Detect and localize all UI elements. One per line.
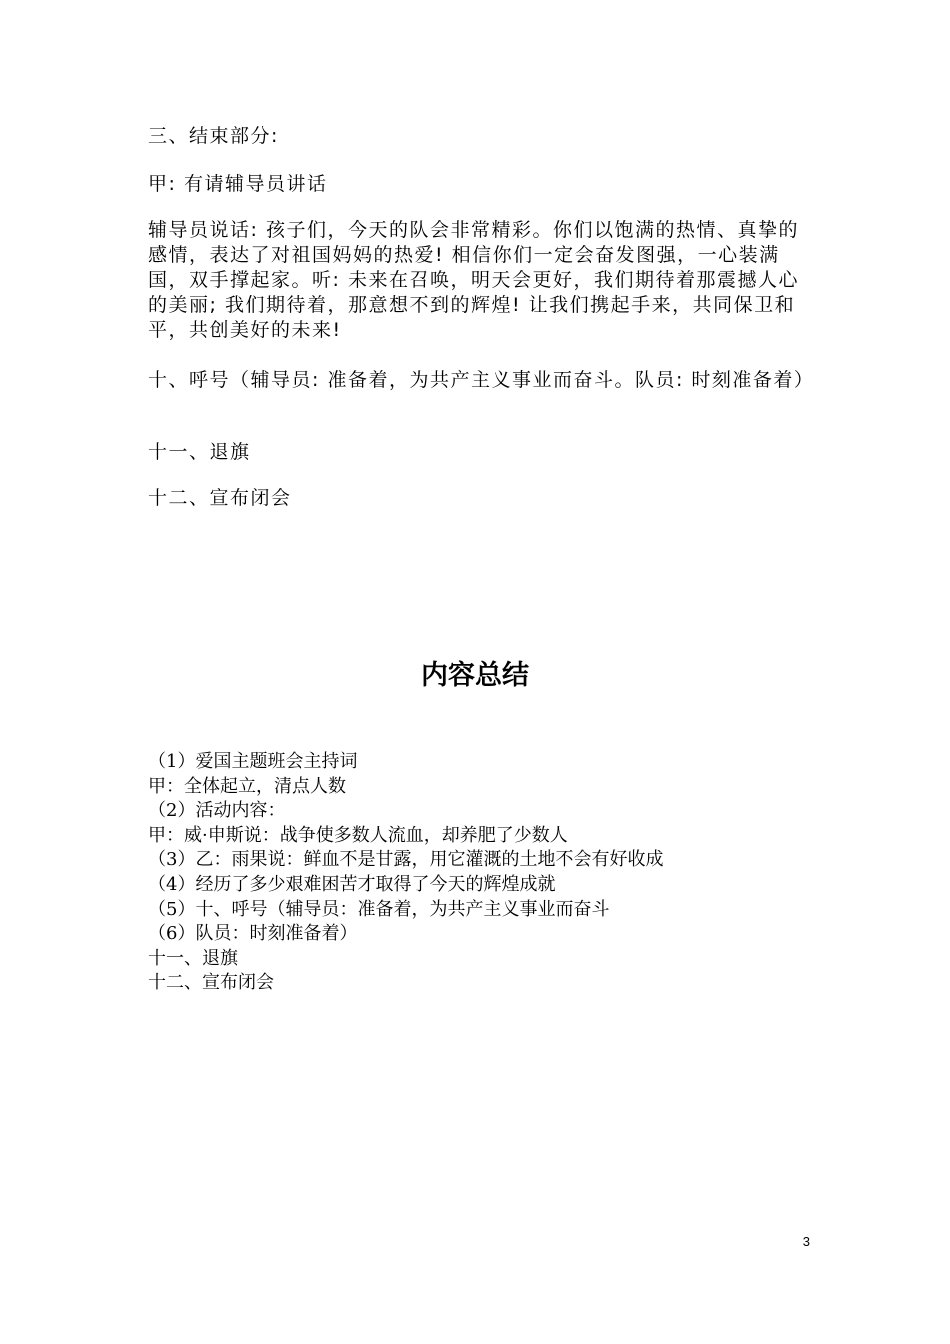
summary-item: 十一、退旗 [148,947,238,969]
summary-item: 十二、宣布闭会 [148,972,274,994]
summary-item: （2）活动内容： [148,800,286,822]
section-heading: 三、结束部分: [148,125,279,147]
summary-item: 甲：全体起立，清点人数 [148,775,346,797]
summary-title: 内容总结 [421,660,529,691]
summary-item: （3）乙：雨果说：鲜血不是甘露，用它灌溉的土地不会有好收成 [148,849,664,871]
retire-flag-line: 十一、退旗 [148,441,251,463]
close-meeting-line: 十二、宣布闭会 [148,487,292,509]
summary-item: （1）爱国主题班会主持词 [148,751,358,772]
counselor-speech: 辅导员说话: 孩子们，今天的队会非常精彩。你们以饱满的热情、真挚的感情，表达了对祖国妈妈的热爱! 相信你们一定会奋发图强，一心装满国，双手撑起家。听: 未来在召唤，明天会更好，我们期待着那震撼人心的美丽; 我们期待着，那意想不到的辉煌! 让我们携起手来，共同保卫和平，共创美好的未来! [148,219,799,341]
page-number: 3 [802,1234,810,1249]
summary-item: （4）经历了多少艰难困苦才取得了今天的辉煌成就 [148,873,556,895]
summary-item: 甲：威·申斯说：战争使多数人流血，却养肥了少数人 [148,824,568,846]
summary-item: （6）队员：时刻准备着） [148,923,358,945]
summary-item: （5）十、呼号（辅导员：准备着，为共产主义事业而奋斗 [148,898,610,920]
invite-line: 甲: 有请辅导员讲话 [148,173,328,195]
slogan-paragraph: 十、呼号（辅导员: 准备着，为共产主义事业而奋斗。队员: 时刻准备着） [148,369,815,391]
summary-list [148,750,808,996]
